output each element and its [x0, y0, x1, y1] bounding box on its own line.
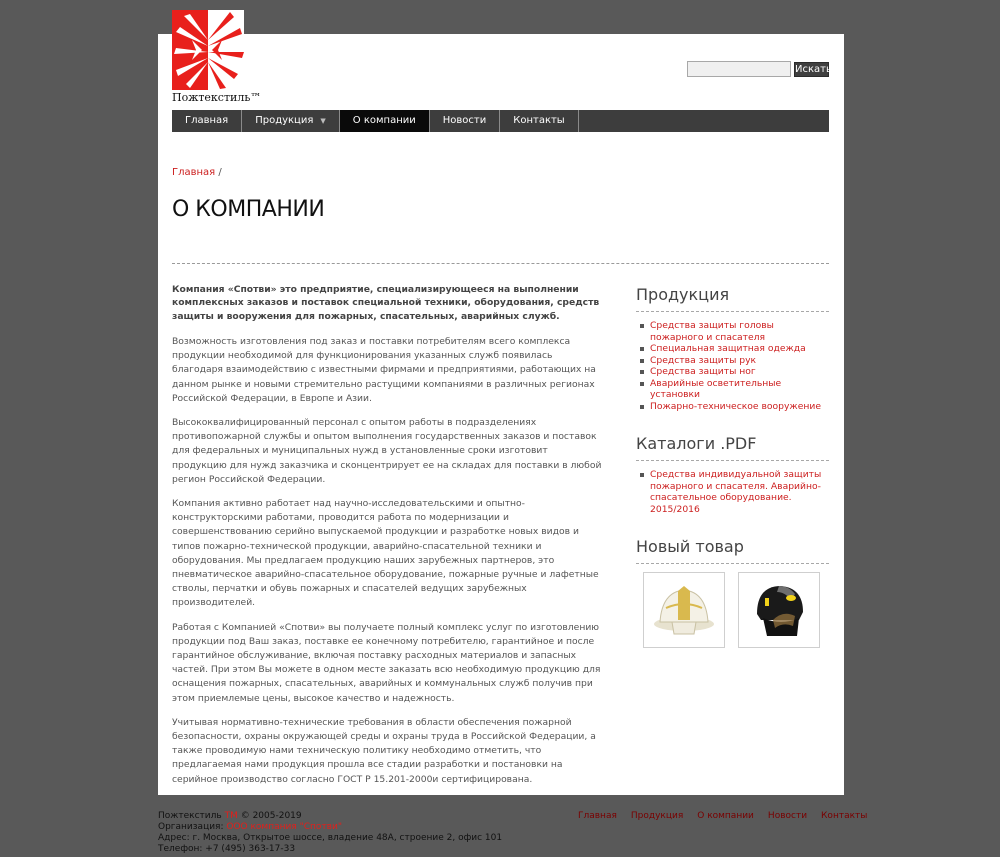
fire-helmet-black-icon — [747, 580, 811, 640]
footer-nav — [578, 811, 867, 821]
footer-copyright-suffix: © 2005-2019 — [240, 811, 302, 821]
search-button[interactable]: Искать — [795, 64, 832, 75]
content-paragraph: Возможность изготовления под заказ и поставки потребителям всего комплекса продукции необходимой для функционирования указанных служб появилась благодаря взаимодействию с известными фирмами и предприятиями, работающих на данном рынке и новыми стремительно растущими компаниями в различных регионах Российской Федерации, в Европе и Азии. — [172, 335, 596, 404]
footer-nav-link[interactable]: О компании — [697, 811, 754, 821]
footer-nav-link[interactable]: Продукция — [630, 811, 684, 821]
nav-item-label: Продукция — [255, 115, 314, 126]
logo[interactable] — [172, 10, 262, 104]
content-paragraph: Учитывая нормативно-технические требования в области обеспечения пожарной безопасности, охраны окружающей среды и охраны труда в Российской Федерации, а также проводимую нами техническую политику необходимо отметить, что предлагаемая нами продукция прошла все стадии разработки и постановки на серийное производство согласно ГОСТ Р 15.201-2000и сертифицирована. — [172, 716, 596, 785]
sidebar-product-link[interactable]: Аварийные осветительные установки — [640, 378, 829, 401]
content-paragraph: Работая с Компанией «Спотви» вы получаете полный комплекс услуг по изготовлению продукции под Ваш заказ, поставке ее конечному потребителю, гарантийное и после гарантийное обслуживание, включая поставку расходных материалов и запасных частей. При этом Вы можете в одном месте заказать всю необходимую продукцию для оснащения пожарных, спасательных, аварийных и коммунальных служб получив при этом приемлемые цены, высокое качество и надежность. — [172, 621, 601, 704]
content-paragraph: Высококвалифицированный персонал с опытом работы в подразделениях противопожарной службы и опытом выполнения государственных заказов и поставок для федеральных и муниципальных нужд в установленные сроки изготовит продукцию для нужд заказчика и сконцентрирует ее на складах для поставки в любой регион Российской Федерации. — [172, 416, 602, 485]
divider — [172, 263, 829, 264]
new-product-thumb[interactable] — [738, 572, 820, 648]
new-products-grid — [636, 572, 829, 648]
footer-info — [158, 811, 502, 855]
breadcrumb — [172, 167, 222, 178]
sidebar-product-link[interactable]: Специальная защитная одежда — [640, 343, 829, 355]
main-nav — [172, 110, 829, 132]
sidebar-product-link[interactable]: Пожарно-техническое вооружение — [640, 401, 829, 413]
sidebar-divider — [636, 563, 829, 564]
nav-item-label: Новости — [442, 115, 487, 126]
nav-item-about[interactable] — [340, 110, 430, 132]
sidebar-catalog-list — [636, 469, 829, 515]
footer-tm-mark: ТМ — [224, 811, 238, 821]
chevron-down-icon: ▼ — [320, 117, 326, 125]
page-title: О КОМПАНИИ — [172, 197, 325, 222]
nav-item-products[interactable] — [242, 110, 340, 132]
sidebar-catalog-link[interactable]: Средства индивидуальной защиты пожарного и спасателя. Аварийно-спасательное оборудование. 2015/2016 — [640, 469, 829, 515]
footer-org-value: ООО компания "Спотви" — [226, 822, 342, 832]
nav-item-label: О компании — [352, 115, 416, 126]
sidebar-product-link[interactable]: Средства защиты рук — [640, 355, 829, 367]
intro-paragraph: Компания «Спотви» это предприятие, специализирующееся на выполнении комплексных заказов и поставок специальной техники, оборудования, средств защиты и вооружения для пожарных, спасательных, аварийных служб. — [172, 284, 600, 322]
footer-nav-link[interactable]: Новости — [767, 811, 808, 821]
footer-nav-link[interactable]: Главная — [578, 811, 617, 821]
sidebar-product-link[interactable]: Средства защиты ног — [640, 366, 829, 378]
content-paragraph: Компания активно работает над научно-исследовательскими и опытно-конструкторскими работами, проводится работа по модернизации и совершенствованию серийно выпускаемой продукции и разработке новых видов и типов пожарно-технической продукции, аварийно-спасательной техники и оборудования. Мы предлагаем продукцию наших зарубежных партнеров, это пневматическое аварийно-спасательное оборудование, пожарные ручные и лафетные стволы, перчатки и обувь пожарных и спасателей ведущих зарубежных производителей. — [172, 497, 599, 609]
fire-helmet-white-icon — [652, 582, 716, 638]
footer-org-label: Организация: — [158, 822, 224, 832]
nav-item-contacts[interactable] — [500, 110, 578, 132]
breadcrumb-home-link[interactable]: Главная — [172, 167, 216, 178]
sidebar-products-list — [636, 320, 829, 412]
nav-item-label: Главная — [185, 115, 229, 126]
footer-address: Адрес: г. Москва, Открытое шоссе, владение 48А, строение 2, офис 101 — [158, 833, 503, 843]
breadcrumb-separator: / — [218, 167, 222, 178]
nav-item-label: Контакты — [513, 115, 565, 126]
new-product-thumb[interactable] — [643, 572, 725, 648]
sidebar-catalogs-title: Каталоги .PDF — [636, 434, 757, 453]
footer-copyright-prefix: Пожтекстиль — [158, 811, 222, 821]
nav-item-home[interactable] — [172, 110, 242, 132]
footer-organization — [158, 822, 502, 833]
sidebar-new-products-title: Новый товар — [636, 537, 744, 556]
footer-copyright — [158, 811, 502, 822]
main-content — [172, 283, 604, 797]
nav-item-news[interactable] — [430, 110, 500, 132]
footer-nav-link[interactable]: Контакты — [821, 811, 868, 821]
brand-name: Пожтекстиль™ — [172, 91, 262, 104]
search-input[interactable] — [687, 61, 791, 77]
sidebar-product-link[interactable]: Средства защиты головы пожарного и спасателя — [640, 320, 829, 343]
sidebar-products-title: Продукция — [636, 285, 730, 304]
sidebar — [636, 285, 829, 648]
logo-sun-icon — [172, 10, 244, 90]
sidebar-divider — [636, 311, 829, 312]
sidebar-divider — [636, 460, 829, 461]
footer-phone: Телефон: +7 (495) 363-17-33 — [158, 844, 296, 854]
